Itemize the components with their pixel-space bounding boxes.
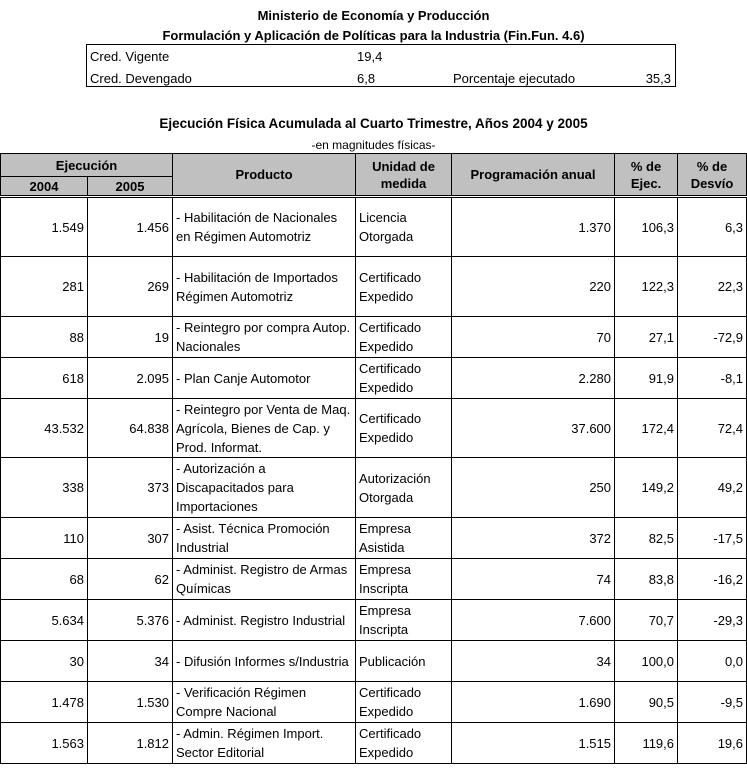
cell-pct-desvio: -29,3 (678, 600, 747, 641)
cell-2005: 1.530 (88, 682, 173, 723)
credit-box (86, 44, 676, 87)
cell-unidad: Certificado Expedido (356, 257, 452, 317)
cell-unidad: Autorización Otorgada (356, 458, 452, 518)
cell-unidad: Certificado Expedido (356, 317, 452, 358)
table-row (1, 358, 747, 399)
header-unidad: Unidad de medida (356, 154, 452, 197)
table-row (1, 458, 747, 518)
cell-pct-desvio: 19,6 (678, 723, 747, 764)
cell-2005: 269 (88, 257, 173, 317)
cell-programacion: 37.600 (452, 399, 615, 458)
section-title: Ejecución Física Acumulada al Cuarto Trimestre, Años 2004 y 2005 (159, 116, 588, 131)
cell-pct-ejec: 91,9 (615, 358, 678, 399)
cell-pct-desvio: 49,2 (678, 458, 747, 518)
credit-vigente-row (87, 49, 675, 69)
porcentaje-label: Porcentaje ejecutado (453, 71, 576, 86)
cell-producto: - Administ. Registro Industrial (173, 600, 356, 641)
cell-programacion: 70 (452, 317, 615, 358)
cell-unidad: Empresa Inscripta (356, 600, 452, 641)
cell-programacion: 1.515 (452, 723, 615, 764)
cell-pct-ejec: 70,7 (615, 600, 678, 641)
credit-devengado-label: Cred. Devengado (90, 71, 192, 86)
credit-devengado-value: 6,8 (357, 71, 376, 86)
cell-programacion: 220 (452, 257, 615, 317)
table-row (1, 723, 747, 764)
cell-2005: 307 (88, 518, 173, 559)
credit-devengado-row (87, 71, 675, 91)
cell-programacion: 34 (452, 641, 615, 682)
cell-unidad: Empresa Asistida (356, 518, 452, 559)
table-row (1, 600, 747, 641)
cell-unidad: Certificado Expedido (356, 358, 452, 399)
cell-2004: 1.549 (1, 197, 88, 257)
cell-pct-desvio: -9,5 (678, 682, 747, 723)
cell-2004: 1.563 (1, 723, 88, 764)
cell-pct-desvio: -17,5 (678, 518, 747, 559)
cell-pct-ejec: 172,4 (615, 399, 678, 458)
cell-pct-ejec: 82,5 (615, 518, 678, 559)
cell-producto: - Verificación Régimen Compre Nacional (173, 682, 356, 723)
cell-2004: 88 (1, 317, 88, 358)
porcentaje-value: 35,3 (645, 71, 671, 86)
table-row (1, 257, 747, 317)
table-row (1, 641, 747, 682)
cell-2005: 64.838 (88, 399, 173, 458)
cell-pct-desvio: -16,2 (678, 559, 747, 600)
execution-table (0, 153, 747, 764)
header-2005: 2005 (88, 177, 173, 197)
cell-unidad: Licencia Otorgada (356, 197, 452, 257)
program-title: Formulación y Aplicación de Políticas para la Industria (Fin.Fun. 4.6) (162, 28, 585, 43)
section-subtitle: -en magnitudes físicas- (311, 138, 436, 152)
cell-pct-ejec: 106,3 (615, 197, 678, 257)
cell-2004: 68 (1, 559, 88, 600)
cell-producto: - Habilitación de Nacionales en Régimen Automotriz (173, 197, 356, 257)
header-2004: 2004 (1, 177, 88, 197)
header-programacion: Programación anual (452, 154, 615, 197)
cell-2004: 5.634 (1, 600, 88, 641)
table-row (1, 317, 747, 358)
cell-producto: - Plan Canje Automotor (173, 358, 356, 399)
credit-vigente-label: Cred. Vigente (90, 49, 170, 64)
cell-producto: - Reintegro por Venta de Maq. Agrícola, Bienes de Cap. y Prod. Informat. (173, 399, 356, 458)
cell-producto: - Habilitación de Importados Régimen Automotriz (173, 257, 356, 317)
cell-2005: 5.376 (88, 600, 173, 641)
cell-pct-ejec: 83,8 (615, 559, 678, 600)
cell-2005: 373 (88, 458, 173, 518)
cell-pct-ejec: 149,2 (615, 458, 678, 518)
cell-pct-ejec: 90,5 (615, 682, 678, 723)
cell-2004: 110 (1, 518, 88, 559)
cell-programacion: 2.280 (452, 358, 615, 399)
cell-2004: 281 (1, 257, 88, 317)
cell-programacion: 74 (452, 559, 615, 600)
cell-producto: - Reintegro por compra Autop. Nacionales (173, 317, 356, 358)
table-row (1, 518, 747, 559)
table-row (1, 399, 747, 458)
cell-2004: 1.478 (1, 682, 88, 723)
cell-pct-desvio: 22,3 (678, 257, 747, 317)
cell-2004: 618 (1, 358, 88, 399)
cell-2005: 2.095 (88, 358, 173, 399)
ministry-title: Ministerio de Economía y Producción (257, 8, 490, 23)
cell-pct-desvio: 72,4 (678, 399, 747, 458)
cell-pct-desvio: -8,1 (678, 358, 747, 399)
cell-producto: - Admin. Régimen Import. Sector Editorial (173, 723, 356, 764)
table-header (1, 154, 747, 197)
cell-unidad: Certificado Expedido (356, 399, 452, 458)
cell-2004: 43.532 (1, 399, 88, 458)
cell-2005: 19 (88, 317, 173, 358)
cell-pct-ejec: 100,0 (615, 641, 678, 682)
header-ejecucion: Ejecución (1, 154, 173, 177)
cell-pct-ejec: 27,1 (615, 317, 678, 358)
cell-2005: 34 (88, 641, 173, 682)
cell-2005: 62 (88, 559, 173, 600)
cell-producto: - Administ. Registro de Armas Químicas (173, 559, 356, 600)
table-row (1, 682, 747, 723)
cell-pct-desvio: -72,9 (678, 317, 747, 358)
cell-programacion: 1.690 (452, 682, 615, 723)
cell-producto: - Autorización a Discapacitados para Importaciones (173, 458, 356, 518)
cell-programacion: 7.600 (452, 600, 615, 641)
cell-2004: 338 (1, 458, 88, 518)
cell-pct-desvio: 0,0 (678, 641, 747, 682)
table-row (1, 559, 747, 600)
cell-producto: - Asist. Técnica Promoción Industrial (173, 518, 356, 559)
header-producto: Producto (173, 154, 356, 197)
cell-pct-ejec: 122,3 (615, 257, 678, 317)
table-body (1, 197, 747, 764)
cell-producto: - Difusión Informes s/Industria (173, 641, 356, 682)
table-row (1, 197, 747, 257)
credit-vigente-value: 19,4 (357, 49, 383, 64)
cell-unidad: Publicación (356, 641, 452, 682)
cell-unidad: Certificado Expedido (356, 723, 452, 764)
header-pct-ejec: % de Ejec. (615, 154, 678, 197)
cell-2004: 30 (1, 641, 88, 682)
cell-unidad: Empresa Inscripta (356, 559, 452, 600)
cell-programacion: 372 (452, 518, 615, 559)
header-pct-desvio: % de Desvío (678, 154, 747, 197)
cell-pct-desvio: 6,3 (678, 197, 747, 257)
cell-pct-ejec: 119,6 (615, 723, 678, 764)
cell-programacion: 250 (452, 458, 615, 518)
cell-2005: 1.812 (88, 723, 173, 764)
cell-programacion: 1.370 (452, 197, 615, 257)
cell-2005: 1.456 (88, 197, 173, 257)
cell-unidad: Certificado Expedido (356, 682, 452, 723)
